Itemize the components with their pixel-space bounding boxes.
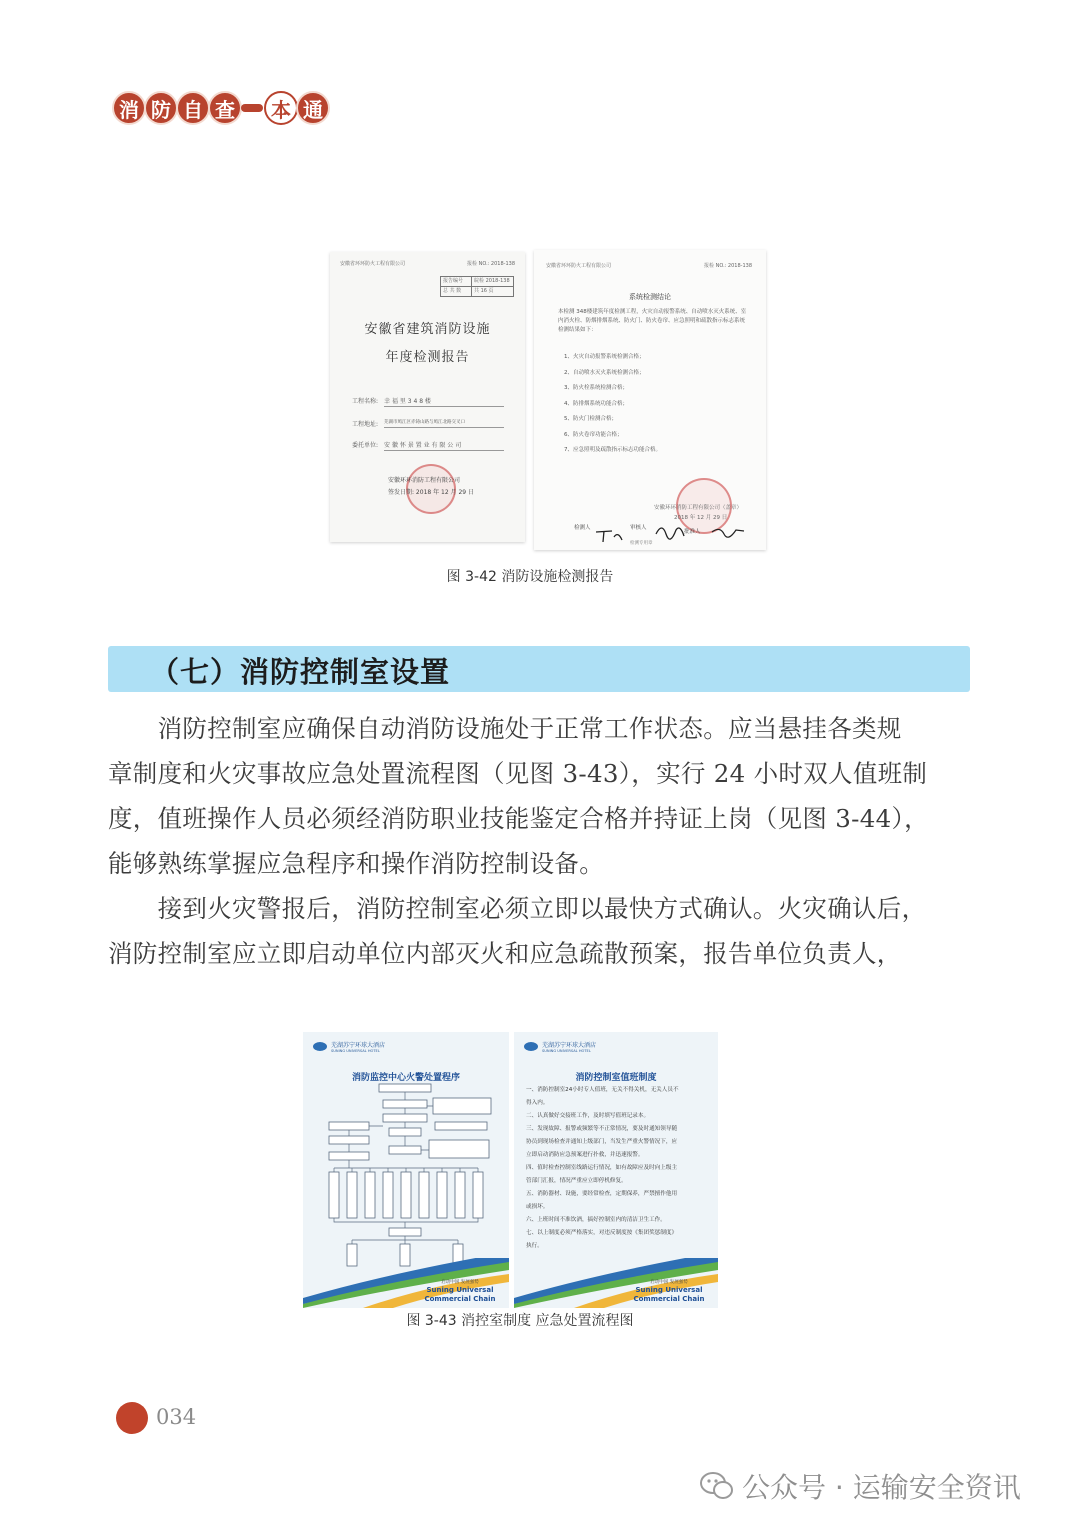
section-title: （七）消防控制室设置 xyxy=(150,655,451,689)
hotel-logo-icon xyxy=(524,1042,538,1051)
brand-dash xyxy=(241,104,263,112)
conclusion-intro: 本检测 348楼建筑年度检测工程，火灾自动报警系统、自动喷水灭火系统、室内消火栓、防烟排烟系统、防火门、防火卷帘、应急照明和疏散指示标志系统检测结果如下： xyxy=(558,309,747,333)
poster-slogan: 启动中国 发展强势 xyxy=(441,1280,479,1285)
figure-caption: 图 3-43 消控室制度 应急处置流程图 xyxy=(406,1313,634,1329)
paragraph-line: 能够熟练掌握应急程序和操作消防控制设备。 xyxy=(108,849,604,878)
box-label: 总 共 数 xyxy=(441,287,472,296)
rule-line: 协员到现场检查并通知上级部门，当发生严重火警情况下，应 xyxy=(526,1139,678,1145)
watermark-text: 公众号 · 运输安全资讯 xyxy=(742,1471,1021,1504)
issuing-company: 安徽环环消防工程有限公司 xyxy=(388,477,461,484)
sign-label: 检测人 xyxy=(574,525,591,531)
conclusion-title: 系统检测结论 xyxy=(629,293,671,301)
conclusion-item: 4、防排烟系统功能合格； xyxy=(564,400,629,407)
figure-caption: 图 3-42 消防设施检测报告 xyxy=(446,569,614,585)
field-label: 工程地址: xyxy=(352,421,379,428)
box-label: 报告编号 xyxy=(441,277,472,286)
hotel-logo-icon xyxy=(313,1042,327,1051)
page-number-dot xyxy=(116,1402,148,1434)
field-value: 幸 福 里 3 4 8 楼 xyxy=(384,396,504,407)
report-number-box xyxy=(440,276,514,297)
field-value: 芜湖市鸠江区赤铸山路与鸠江北路交叉口 xyxy=(384,419,504,428)
flowchart-diagram xyxy=(303,1080,509,1270)
conclusion-item: 3、防火栓系统检测合格； xyxy=(564,385,629,391)
doc-header-right: 报检 NO.: 2018-138 xyxy=(704,263,752,269)
rule-line: 五、消防器材、设施，要经常检查，定期保养，严禁擅作他用 xyxy=(526,1191,678,1197)
rule-line: 执行。 xyxy=(526,1243,543,1249)
conclusion-item: 7、应急照明及疏散指示标志功能合格。 xyxy=(564,447,662,453)
poster-title: 消防监控中心火警处置程序 xyxy=(351,1073,460,1083)
signature-mark xyxy=(594,528,624,544)
rule-line: 管部门汇报，情况严重应立即停机修复。 xyxy=(526,1178,627,1184)
poster-title: 消防控制室值班制度 xyxy=(575,1073,657,1083)
rule-line: 或损坏。 xyxy=(526,1204,549,1210)
box-value: 共 16 页 xyxy=(474,288,494,294)
paragraph-line: 接到火灾警报后，消防控制室必须立即以最快方式确认。火灾确认后， xyxy=(108,894,927,923)
conclusion-item: 5、防火门检测合格； xyxy=(564,416,617,422)
paragraph-line: 消防控制室应确保自动消防设施处于正常工作状态。应当悬挂各类规 xyxy=(108,714,902,743)
conclusion-items xyxy=(564,350,661,459)
poster-brand-en: Commercial Chain xyxy=(633,1295,705,1303)
report-fields xyxy=(352,396,504,451)
poster-brand-en: Commercial Chain xyxy=(424,1295,496,1303)
box-value: 皖检 2018-138 xyxy=(474,278,510,284)
brand-char: 防 xyxy=(144,91,178,125)
hotel-name: 芜湖苏宁环球大酒店 xyxy=(331,1042,386,1049)
rule-line: 一、消防控制室24小时专人值班，无关不得关机，无关人员不 xyxy=(526,1087,679,1093)
rule-line: 六、上班时间不准饮酒，搞好控制室内的清洁卫生工作。 xyxy=(526,1217,666,1223)
poster-brand-en: Suning Universal xyxy=(426,1286,494,1294)
signature-mark xyxy=(654,522,686,540)
sign-label: 批准人 xyxy=(684,529,701,535)
rule-line: 得入内。 xyxy=(526,1100,549,1106)
conclusion-item: 1、火灾自动报警系统检测合格； xyxy=(564,354,645,360)
report-cover-photo xyxy=(330,252,525,542)
brand-char: 本 xyxy=(264,91,298,125)
paragraph-2 xyxy=(108,886,972,976)
hotel-name-en: SUNING UNIVERSAL HOTEL xyxy=(331,1049,380,1053)
signature-mark xyxy=(710,524,746,538)
report-conclusion-photo xyxy=(534,250,766,550)
poster-slogan: 启动中国 发展强势 xyxy=(650,1280,688,1285)
sign-label: 审核人 xyxy=(630,525,647,531)
rule-line: 七、以上制度必须严格落实，对违反制度按《集团奖惩制度》 xyxy=(526,1230,678,1236)
book-brand-logo xyxy=(112,90,328,126)
doc-header-right: 报检 NO.: 2018-138 xyxy=(467,261,515,267)
field-value: 安 徽 怀 景 置 业 有 限 公 司 xyxy=(384,440,504,451)
field-label: 委托单位: xyxy=(352,442,379,449)
rule-line: 四、值时检查控制室线路运行情况，如有故障应及时向上级主 xyxy=(526,1165,678,1171)
doc-header-left: 安徽省环环防火工程有限公司 xyxy=(340,261,406,267)
stamp-text: 安徽环环消防工程有限公司（盖章） xyxy=(654,505,743,511)
duty-rules-list xyxy=(526,1084,712,1253)
control-room-duty-rules-poster xyxy=(514,1032,718,1308)
paragraph-line: 度，值班操作人员必须经消防职业技能鉴定合格并持证上岗（见图 3-44）， xyxy=(108,804,929,833)
hotel-name-en: SUNING UNIVERSAL HOTEL xyxy=(542,1049,591,1053)
rule-line: 立即启动消防应急预案进行扑救，并迅速报警。 xyxy=(526,1152,644,1158)
sign-note: 检测专用章 xyxy=(630,541,653,546)
page-number: 034 xyxy=(156,1405,197,1429)
brand-char: 自 xyxy=(176,91,210,125)
hotel-name: 芜湖苏宁环球大酒店 xyxy=(542,1042,597,1049)
field-label: 工程名称: xyxy=(352,398,379,405)
doc-header-left: 安徽省环环防火工程有限公司 xyxy=(546,263,612,269)
paragraph-1 xyxy=(108,706,972,886)
conclusion-item: 2、自动喷水灭火系统检测合格； xyxy=(564,369,645,376)
wechat-watermark xyxy=(700,1466,1021,1506)
poster-brand-en: Suning Universal xyxy=(635,1286,703,1294)
issue-date: 签发日期: 2018 年 12 月 29 日 xyxy=(388,489,475,496)
report-title-line1: 安徽省建筑消防设施 xyxy=(364,322,491,337)
brand-char: 通 xyxy=(296,91,330,125)
paragraph-line: 消防控制室应立即启动单位内部灭火和应急疏散预案，报告单位负责人， xyxy=(108,939,902,968)
report-title-line2: 年度检测报告 xyxy=(385,350,470,365)
rule-line: 三、发现故障、报警或频繁等不正常情况，要及时通知领导随 xyxy=(526,1126,678,1132)
paragraph-line: 章制度和火灾事故应急处置流程图（见图 3-43），实行 24 小时双人值班制 xyxy=(108,759,928,788)
fire-alarm-procedure-poster xyxy=(303,1032,509,1308)
conclusion-date: 2018 年 12 月 29 日 xyxy=(674,515,728,521)
rule-line: 二、认真做好交接班工作，及时填写值班记录本。 xyxy=(526,1113,650,1119)
wechat-icon xyxy=(700,1471,734,1501)
brand-char: 消 xyxy=(112,91,146,125)
brand-char: 查 xyxy=(208,91,242,125)
conclusion-item: 6、防火卷帘功能合格； xyxy=(564,431,623,438)
